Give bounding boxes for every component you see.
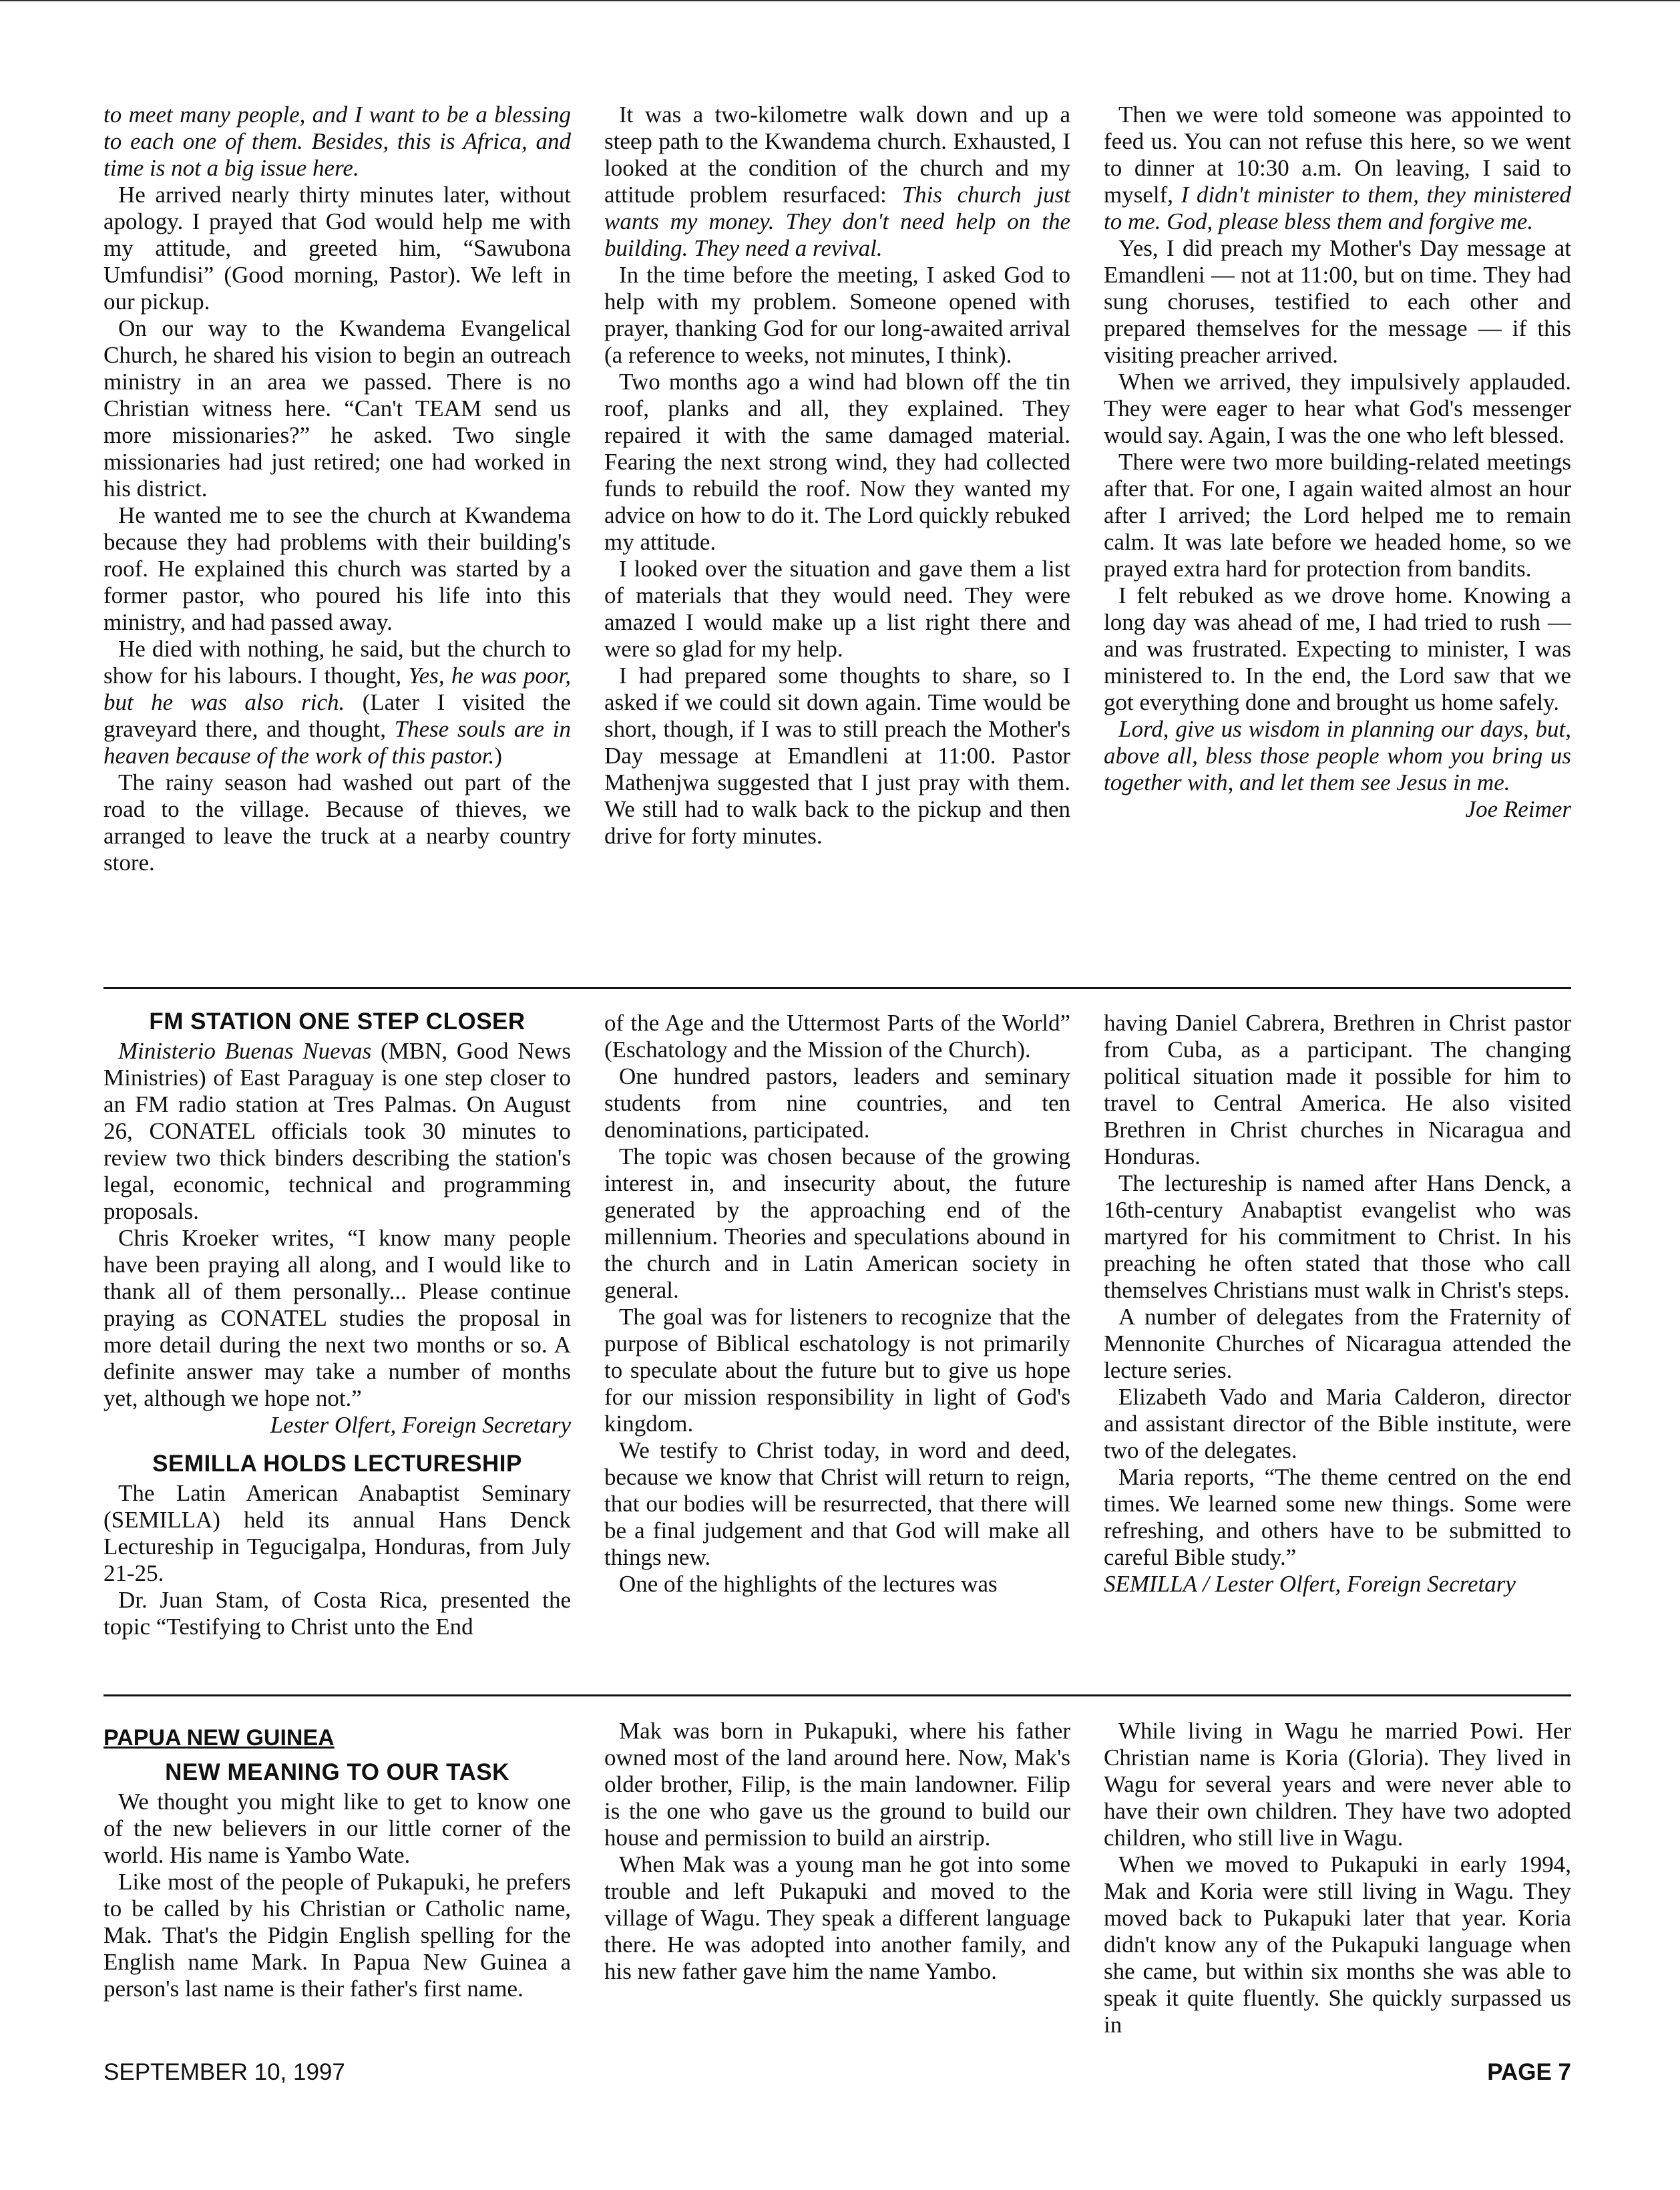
paragraph: Then we were told someone was appointed to feed us. You can not refuse this here, so we went to dinner at 10:30 a.m. On leaving, I said to myself, I didn't minister to them, they ministered to me. God, please bless them and forgive me. [1104,102,1571,234]
paragraph: Like most of the people of Pukapuki, he prefers to be called by his Christian or Catholic name, Mak. That's the Pidgin English spelling for the English name Mark. In Papua New Guinea a person's last name is their father's first name. [103,1869,571,2002]
paragraph: A number of delegates from the Fraternity of Mennonite Churches of Nicaragua attended the lecture series. [1104,1304,1571,1383]
paragraph: When Mak was a young man he got into some trouble and left Pukapuki and moved to the village of Wagu. They speak a different language there. He was adopted into another family, and his new father gave him the name Yambo. [604,1851,1070,1984]
byline: SEMILLA / Lester Olfert, Foreign Secretary [1104,1571,1516,1597]
paragraph: We testify to Christ today, in word and deed, because we know that Christ will return to reign, that our bodies will be resurrected, that there will be a final judgement and that God will make all things new. [604,1437,1070,1570]
paragraph: We thought you might like to get to know one of the new believers in our little corner of the world. His name is Yambo Wate. [103,1789,571,1868]
paragraph: He wanted me to see the church at Kwandema because they had problems with their building's roof. He explained this church was started by a former pastor, who poured his life into this ministry, and had passed away. [103,502,571,635]
story1-column-2 [604,102,1070,850]
paragraph: Maria reports, “The theme centred on the end times. We learned some new things. Some were refreshing, and others have to be submitted to careful Bible study.” [1104,1464,1571,1570]
story4-column-3 [1104,1718,1571,2038]
section-divider [103,1694,1571,1696]
paragraph: having Daniel Cabrera, Brethren in Christ pastor from Cuba, as a participant. The changing political situation made it possible for him to travel to Central America. He also visited Brethren in Christ churches in Nicaragua and Honduras. [1104,1010,1571,1169]
paragraph: It was a two-kilometre walk down and up a steep path to the Kwandema church. Exhausted, I looked at the condition of the church and my attitude problem resurfaced: This church just wants my money. They don't need help on the building. They need a revival. [604,102,1070,261]
paragraph: He arrived nearly thirty minutes later, without apology. I prayed that God would help me with my attitude, and greeted him, “Sawubona Umfundisi” (Good morning, Pastor). We left in our pickup. [103,182,571,315]
paragraph: On our way to the Kwandema Evangelical Church, he shared his vision to begin an outreach ministry in an area we passed. There is no Christian witness here. “Can't TEAM send us more missionaries?” he asked. Two single missionaries had just retired; one had worked in his district. [103,315,571,502]
footer-page-number: PAGE 7 [1487,2059,1571,2085]
headline: NEW MEANING TO OUR TASK [165,1759,509,1785]
paragraph: There were two more building-related meetings after that. For one, I again waited almost an hour after I arrived; the Lord helped me to remain calm. It was late before we headed home, so we prayed extra hard for protection from bandits. [1104,449,1571,582]
paragraph: I had prepared some thoughts to share, so I asked if we could sit down again. Time would be short, though, if I was to still preach the Mother's Day message at Emandleni at 11:00. Pastor Mathenjwa suggested that I just pray with them. We still had to walk back to the pickup and then drive for forty minutes. [604,663,1070,849]
paragraph: When we moved to Pukapuki in early 1994, Mak and Koria were still living in Wagu. They moved back to Pukapuki later that year. Koria didn't know any of the Pukapuki language when she came, but within six months she was able to speak it quite fluently. She quickly surpassed us in [1104,1851,1571,2038]
footer-date: SEPTEMBER 10, 1997 [103,2059,345,2085]
headline: SEMILLA HOLDS LECTURESHIP [152,1451,522,1477]
paragraph: The goal was for listeners to recognize that the purpose of Biblical eschatology is not primarily to speculate about the future but to give us hope for our mission responsibility in light of God's kingdom. [604,1304,1070,1437]
paragraph: Dr. Juan Stam, of Costa Rica, presented the topic “Testifying to Christ unto the End [103,1587,571,1640]
paragraph: One of the highlights of the lectures was [619,1571,998,1597]
paragraph: Two months ago a wind had blown off the tin roof, planks and all, they explained. They repaired it with the same damaged material. Fearing the next strong wind, they had collected funds to rebuild the roof. Now they wanted my advice on how to do it. The Lord quickly rebuked my attitude. [604,369,1070,555]
paragraph: In the time before the meeting, I asked God to help with my problem. Someone opened with prayer, thanking God for our long-awaited arrival (a reference to weeks, not minutes, I think). [604,262,1070,368]
paragraph: He died with nothing, he said, but the church to show for his labours. I thought, Yes, he was poor, but he was also rich. (Later I visited the graveyard there, and thought, These souls are in heaven because of the work of this pastor.) [103,636,571,769]
paragraph: The lectureship is named after Hans Denck, a 16th-century Anabaptist evangelist who was martyred for his commitment to Christ. In his preaching he often stated that those who call themselves Christians must walk in Christ's steps. [1104,1170,1571,1303]
top-edge-line [0,0,1680,1]
paragraph: Mak was born in Pukapuki, where his father owned most of the land around here. Now, Mak's older brother, Filip, is the main landowner. Filip is the one who gave us the ground to build our house and permission to build an airstrip. [604,1718,1070,1851]
story1-column-3 [1104,102,1571,823]
paragraph: Lord, give us wisdom in planning our days, but, above all, bless those people whom you bring us together with, and let them see Jesus in me. Joe Reimer [1104,716,1571,822]
paragraph: of the Age and the Uttermost Parts of the World” (Eschatology and the Mission of the Church). [604,1010,1070,1063]
story3-column-2 [604,1010,1070,1598]
region-heading: PAPUA NEW GUINEA [103,1725,335,1751]
paragraph: Yes, I did preach my Mother's Day message at Emandleni — not at 11:00, but on time. They had sung choruses, testified to each other and prepared themselves for the message — if this visiting preacher arrived. [1104,235,1571,368]
byline: Lester Olfert, Foreign Secretary [270,1412,571,1438]
story3-column-3 [1104,1010,1571,1598]
paragraph: I felt rebuked as we drove home. Knowing a long day was ahead of me, I had tried to rush — and was frustrated. Expecting to minister, I was ministered to. In the end, the Lord saw that we got everything done and brought us home safely. [1104,582,1571,715]
paragraph: When we arrived, they impulsively applauded. They were eager to hear what God's messenger would say. Again, I was the one who left blessed. [1104,369,1571,448]
paragraph: While living in Wagu he married Powi. Her Christian name is Koria (Gloria). They lived in Wagu for several years and were never able to have their own children. They have two adopted children, who still live in Wagu. [1104,1718,1571,1851]
paragraph: to meet many people, and I want to be a blessing to each one of them. Besides, this is Africa, and time is not a big issue here. [103,102,571,181]
paragraph: The topic was chosen because of the growing interest in, and insecurity about, the future generated by the approaching end of the millennium. Theories and speculations abound in the church and in Latin American society in general. [604,1143,1070,1303]
paragraph: Chris Kroeker writes, “I know many people have been praying all along, and I would like to thank all of them personally... Please continue praying as CONATEL studies the proposal in more detail during the next two months or so. A definite answer may take a number of months yet, although we hope not.” [103,1225,571,1411]
paragraph: I looked over the situation and gave them a list of materials that they would need. They were amazed I would make up a list right there and were so glad for my help. [604,556,1070,662]
story1-column-1 [103,102,571,876]
story4-column-2 [604,1718,1070,1985]
paragraph: One hundred pastors, leaders and seminary students from nine countries, and ten denominations, participated. [604,1063,1070,1143]
paragraph: Ministerio Buenas Nuevas (MBN, Good News Ministries) of East Paraguay is one step closer to an FM radio station at Tres Palmas. On August 26, CONATEL officials took 30 minutes to review two thick binders describing the station's legal, economic, technical and programming proposals. [103,1038,571,1224]
story2-column-1 [103,1007,571,1640]
section-divider [103,987,1571,989]
paragraph: The Latin American Anabaptist Seminary (SEMILLA) held its annual Hans Denck Lectureship in Tegucigalpa, Honduras, from July 21-25. [103,1480,571,1586]
headline: FM STATION ONE STEP CLOSER [149,1009,526,1035]
byline: Joe Reimer [1465,796,1571,822]
paragraph: The rainy season had washed out part of the road to the village. Because of thieves, we arranged to leave the truck at a nearby country store. [103,769,571,876]
paragraph: Elizabeth Vado and Maria Calderon, director and assistant director of the Bible institute, were two of the delegates. [1104,1384,1571,1463]
story4-column-1 [103,1723,571,2002]
